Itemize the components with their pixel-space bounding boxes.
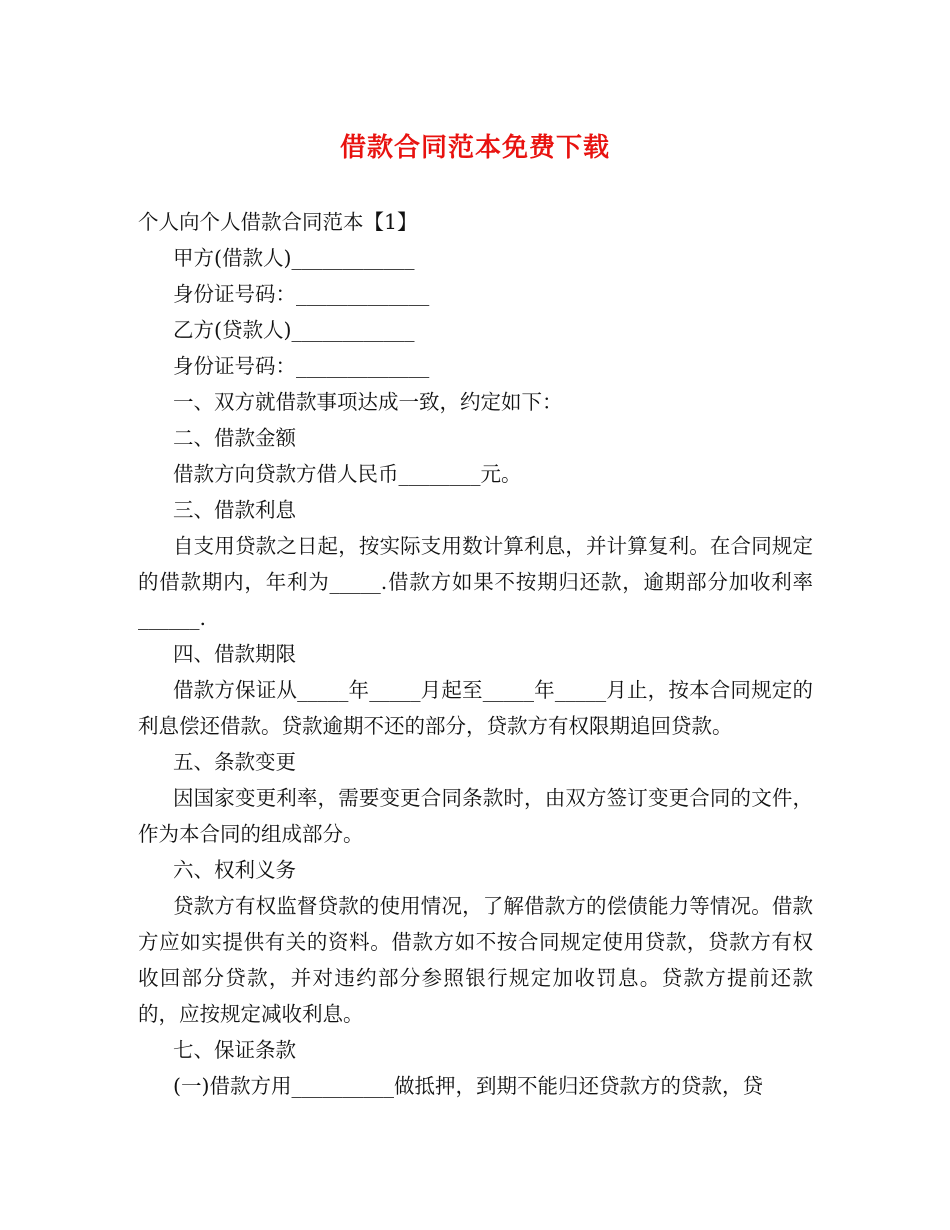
clause-4-text: 借款方保证从_____年_____月起至_____年_____月止，按本合同规定的利息偿还借款。贷款逾期不还的部分，贷款方有权限期追回贷款。 — [138, 678, 813, 738]
section-heading: 个人向个人借款合同范本【1】 — [138, 210, 418, 234]
clause-4-heading: 四、借款期限 — [173, 642, 296, 666]
clause-6-text: 贷款方有权监督贷款的使用情况，了解借款方的偿债能力等情况。借款方应如实提供有关的资料。借款方如不按合同规定使用贷款，贷款方有权收回部分贷款，并对违约部分参照银行规定加收罚息。贷款方提前还款的，应按规定减收利息。 — [138, 894, 813, 1026]
party-b-line: 乙方(贷款人)____________ — [173, 318, 415, 342]
clause-2-text: 借款方向贷款方借人民币________元。 — [173, 462, 522, 486]
clause-5-heading: 五、条款变更 — [173, 750, 296, 774]
document-title: 借款合同范本免费下载 — [339, 133, 610, 163]
document-body — [138, 204, 813, 1104]
party-a-line: 甲方(借款人)____________ — [173, 246, 415, 270]
clause-3-text: 自支用贷款之日起，按实际支用数计算利息，并计算复利。在合同规定的借款期内，年利为_____.借款方如果不按期归还款，逾期部分加收利率______. — [138, 534, 813, 630]
clause-7-text: (一)借款方用__________做抵押，到期不能归还贷款方的贷款，贷 — [173, 1074, 763, 1098]
intro-clause: 一、双方就借款事项达成一致，约定如下： — [173, 390, 563, 414]
party-a-id-line: 身份证号码：_____________ — [173, 282, 430, 306]
clause-5-text: 因国家变更利率，需要变更合同条款时，由双方签订变更合同的文件，作为本合同的组成部分。 — [138, 786, 813, 846]
clause-7-heading: 七、保证条款 — [173, 1038, 296, 1062]
clause-2-heading: 二、借款金额 — [173, 426, 296, 450]
clause-3-heading: 三、借款利息 — [173, 498, 296, 522]
party-b-id-line: 身份证号码：_____________ — [173, 354, 430, 378]
clause-6-heading: 六、权利义务 — [173, 858, 296, 882]
